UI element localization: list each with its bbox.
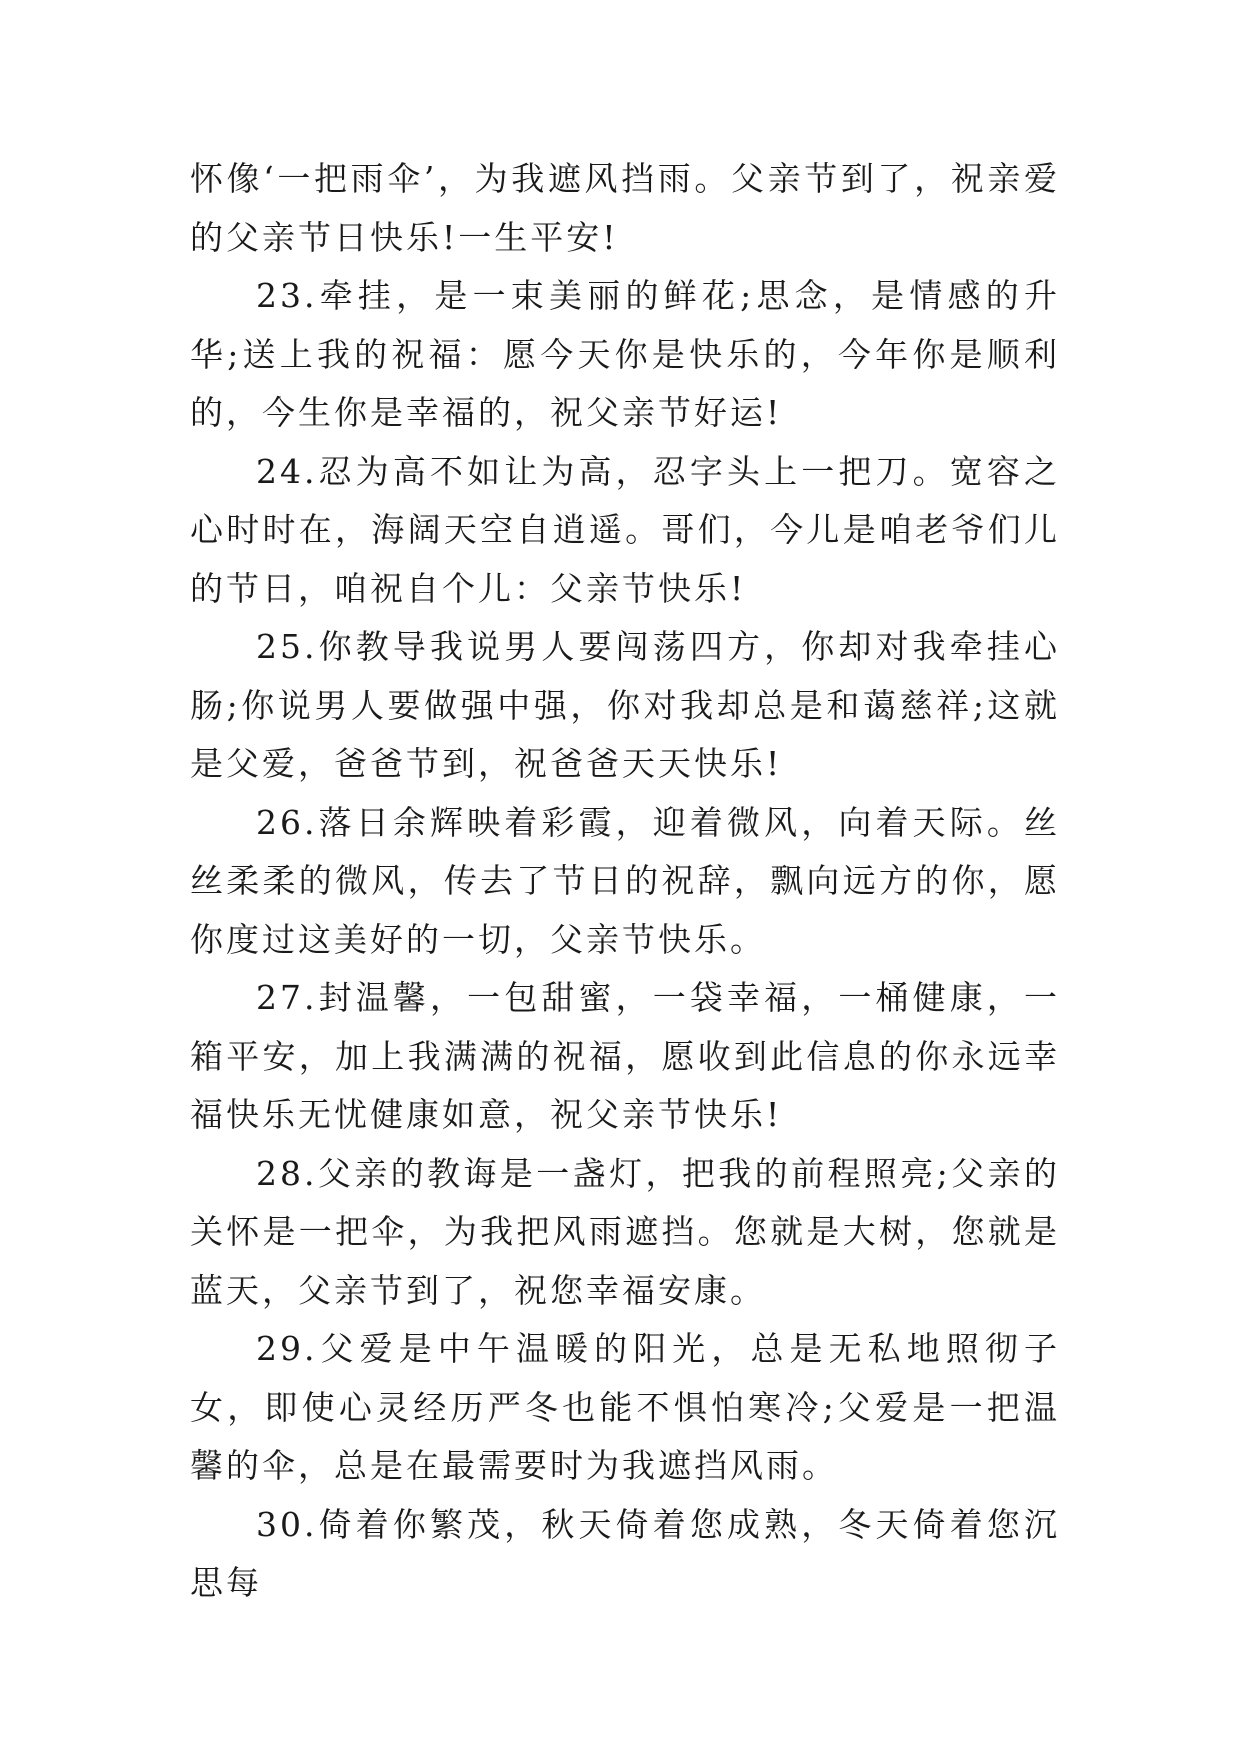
paragraph-item-25: 25.你教导我说男人要闯荡四方，你却对我牵挂心肠;你说男人要做强中强，你对我却总是和蔼慈祥;这就是父爱，爸爸节到，祝爸爸天天快乐! xyxy=(190,627,1060,783)
paragraph-continuation: 怀像‘一把雨伞’，为我遮风挡雨。父亲节到了，祝亲爱的父亲节日快乐!一生平安! xyxy=(190,159,1060,257)
paragraph-item-23: 23.牵挂，是一束美丽的鲜花;思念，是情感的升华;送上我的祝福：愿今天你是快乐的，今年你是顺利的，今生你是幸福的，祝父亲节好运! xyxy=(190,276,1060,432)
paragraph-item-28: 28.父亲的教诲是一盏灯，把我的前程照亮;父亲的关怀是一把伞，为我把风雨遮挡。您就是大树，您就是蓝天，父亲节到了，祝您幸福安康。 xyxy=(190,1153,1060,1310)
paragraph-item-30: 30.倚着你繁茂，秋天倚着您成熟，冬天倚着您沉思每 xyxy=(190,1504,1060,1602)
paragraph-item-24: 24.忍为高不如让为高，忍字头上一把刀。宽容之心时时在，海阔天空自逍遥。哥们，今儿是咱老爷们儿的节日，咱祝自个儿：父亲节快乐! xyxy=(190,451,1060,608)
document-body xyxy=(190,150,1060,1613)
paragraph-item-26: 26.落日余辉映着彩霞，迎着微风，向着天际。丝丝柔柔的微风，传去了节日的祝辞，飘向远方的你，愿你度过这美好的一切，父亲节快乐。 xyxy=(190,802,1060,959)
paragraph-item-29: 29.父爱是中午温暖的阳光，总是无私地照彻子女，即使心灵经历严冬也能不惧怕寒冷;父爱是一把温馨的伞，总是在最需要时为我遮挡风雨。 xyxy=(190,1329,1060,1485)
paragraph-item-27: 27.封温馨，一包甜蜜，一袋幸福，一桶健康，一箱平安，加上我满满的祝福，愿收到此信息的你永远幸福快乐无忧健康如意，祝父亲节快乐! xyxy=(190,978,1060,1134)
